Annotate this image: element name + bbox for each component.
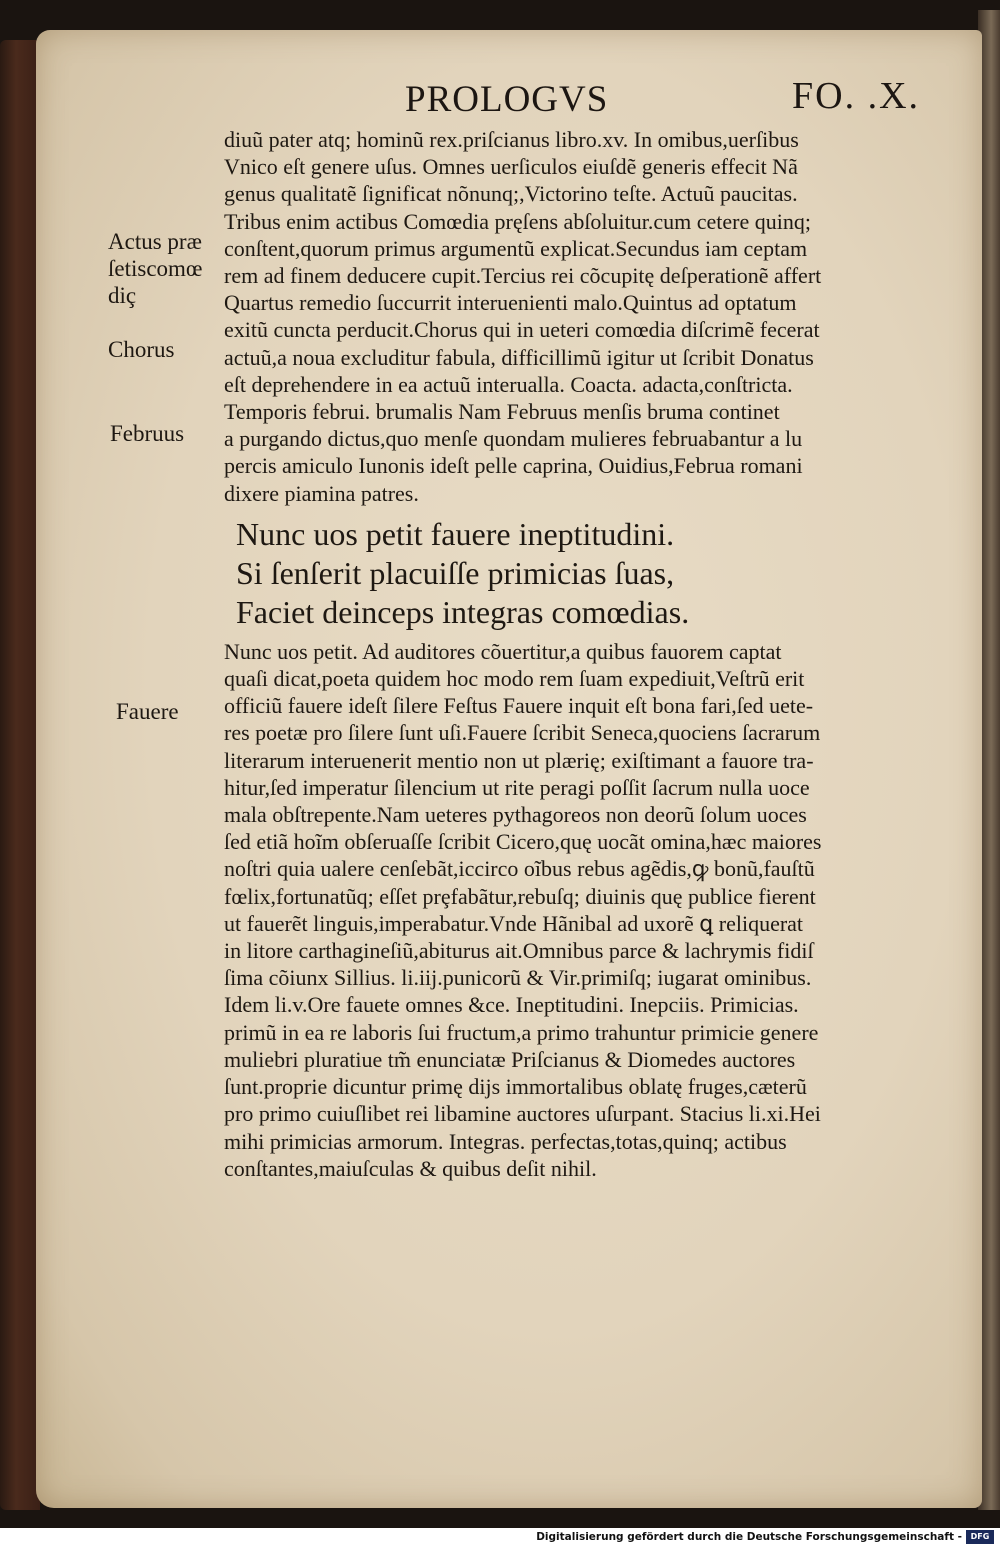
folio-number: FO. .X.	[792, 75, 921, 117]
text-line: noſtri quia ualere cenſebãt,iccirco oĩbus rebus agẽdis,ꝙ bonũ,fauſtũ	[224, 856, 815, 882]
text-line: rem ad finem deducere cupit.Tercius rei cõcupitę deſperationẽ affert	[224, 263, 822, 289]
text-line: exitũ cuncta perducit.Chorus qui in ueteri comœdia diſcrimẽ fecerat	[224, 317, 820, 343]
dfg-logo: DFG	[966, 1530, 994, 1544]
text-line: hitur,ſed imperatur ſilencium ut rite peragi poſſit ſacrum nulla uoce	[224, 774, 810, 800]
margin-note-actus	[108, 228, 203, 309]
main-text	[224, 126, 954, 1182]
text-line: conſtent,quorum primus argumentũ explicat.Secundus iam ceptam	[224, 235, 808, 261]
text-line: diuũ pater atq; hominũ rex.priſcianus libro.xv. In omibus,uerſibus	[224, 127, 799, 152]
text-line: mala obſtrepente.Nam ueteres pythagoreos non deorũ ſolum uoces	[224, 802, 807, 828]
text-line: literarum interuenerit mentio non ut plærię; exiſtimant a fauore tra-	[224, 747, 814, 773]
commentary-block-1	[224, 126, 954, 507]
text-line: Nunc uos petit. Ad auditores cõuertitur,a quibus fauorem captat	[224, 638, 782, 664]
running-head: PROLOGVS	[405, 79, 609, 120]
margin-note-februus: Februus	[110, 421, 185, 446]
verse-block	[224, 515, 954, 632]
verse-line: Si ſenſerit placuiſſe primicias ſuas,	[236, 554, 675, 591]
text-line: in litore carthagineſiũ,abiturus ait.Omnibus parce & lachrymis fidiſ	[224, 938, 814, 964]
text-line: ſunt.proprie dicuntur primę dijs immortalibus oblatę fruges,cæterũ	[224, 1074, 807, 1100]
text-line: percis amiculo Iunonis ideſt pelle caprina, Ouidius,Februa romani	[224, 453, 803, 479]
text-line: fœlix,fortunatũq; eſſet prȩfabãtur,rebuſq; diuinis quę publice fierent	[224, 883, 816, 909]
text-line: eſt deprehendere in ea actuũ interualla. Coacta. adacta,conſtricta.	[224, 371, 793, 397]
text-line: Temporis februi. brumalis Nam Februus menſis bruma continet	[224, 399, 780, 425]
text-line: officiũ fauere ideſt ſilere Feſtus Fauere inquit eſt bona fari,ſed uete-	[224, 693, 814, 719]
margin-note-fauere: Fauere	[116, 699, 179, 724]
page-header	[0, 75, 1000, 128]
text-line: Tribus enim actibus Comœdia pręſens abſoluitur.cum cetere quinq;	[224, 208, 811, 234]
footer-bar	[0, 1528, 1000, 1548]
margin-note-line: Actus præ	[108, 229, 202, 254]
text-line: Vnico eſt genere uſus. Omnes uerſiculos eiuſdẽ generis effecit Nã	[224, 154, 798, 180]
text-line: Quartus remedio ſuccurrit interuenienti malo.Quintus ad optatum	[224, 290, 797, 316]
verse-line: Nunc uos petit fauere ineptitudini.	[236, 515, 675, 552]
commentary-block-2	[224, 638, 954, 1182]
book-binding-left	[0, 40, 40, 1510]
text-line: ut fauerẽt linguis,imperabatur.Vnde Hãnibal ad uxorẽ ꝗ reliquerat	[224, 910, 804, 936]
funding-credit: Digitalisierung gefördert durch die Deutsche Forschungsgemeinschaft -	[536, 1531, 962, 1543]
margin-note-line: ſetiscomœ	[108, 256, 203, 281]
text-line: res poetæ pro ſilere ſunt uſi.Fauere ſcribit Seneca,quociens ſacrarum	[224, 720, 821, 746]
text-line: genus qualitatẽ ſignificat nõnunq;,Victorino teſte. Actuũ paucitas.	[224, 181, 798, 207]
text-line: ſed etiã hoĩm obſeruaſſe ſcribit Cicero,quę uocãt omina,hæc maiores	[224, 829, 822, 855]
text-line: dixere piamina patres.	[224, 480, 419, 506]
text-line: actuũ,a noua excluditur fabula, difficillimũ igitur ut ſcribit Donatus	[224, 344, 814, 370]
text-line: conſtantes,maiuſculas & quibus deſit nihil.	[224, 1155, 597, 1181]
text-line: a purgando dictus,quo menſe quondam mulieres februabantur a lu	[224, 426, 803, 452]
text-line: primũ in ea re laboris ſui fructum,a primo trahuntur primicie genere	[224, 1019, 819, 1045]
text-line: muliebri pluratiue tm̃ enunciatæ Priſcianus & Diomedes auctores	[224, 1046, 796, 1072]
text-line: pro primo cuiuſlibet rei libamine auctores uſurpant. Stacius li.xi.Hei	[224, 1101, 821, 1127]
text-line: Idem li.v.Ore fauete omnes &ce. Ineptitudini. Inepciis. Primicias.	[224, 992, 799, 1018]
margin-note-chorus: Chorus	[108, 337, 175, 362]
margin-note-line: diç	[108, 283, 137, 308]
text-line: ſima cõiunx Sillius. li.iij.punicorũ & Vir.primiſq; iugarat ominibus.	[224, 965, 812, 991]
text-line: mihi primicias armorum. Integras. perfectas,totas,quinq; actibus	[224, 1128, 787, 1154]
text-line: quaſi dicat,poeta quidem hoc modo rem ſuam expediuit,Veſtrũ erit	[224, 666, 805, 692]
verse-line: Faciet deinceps integras comœdias.	[236, 593, 690, 630]
